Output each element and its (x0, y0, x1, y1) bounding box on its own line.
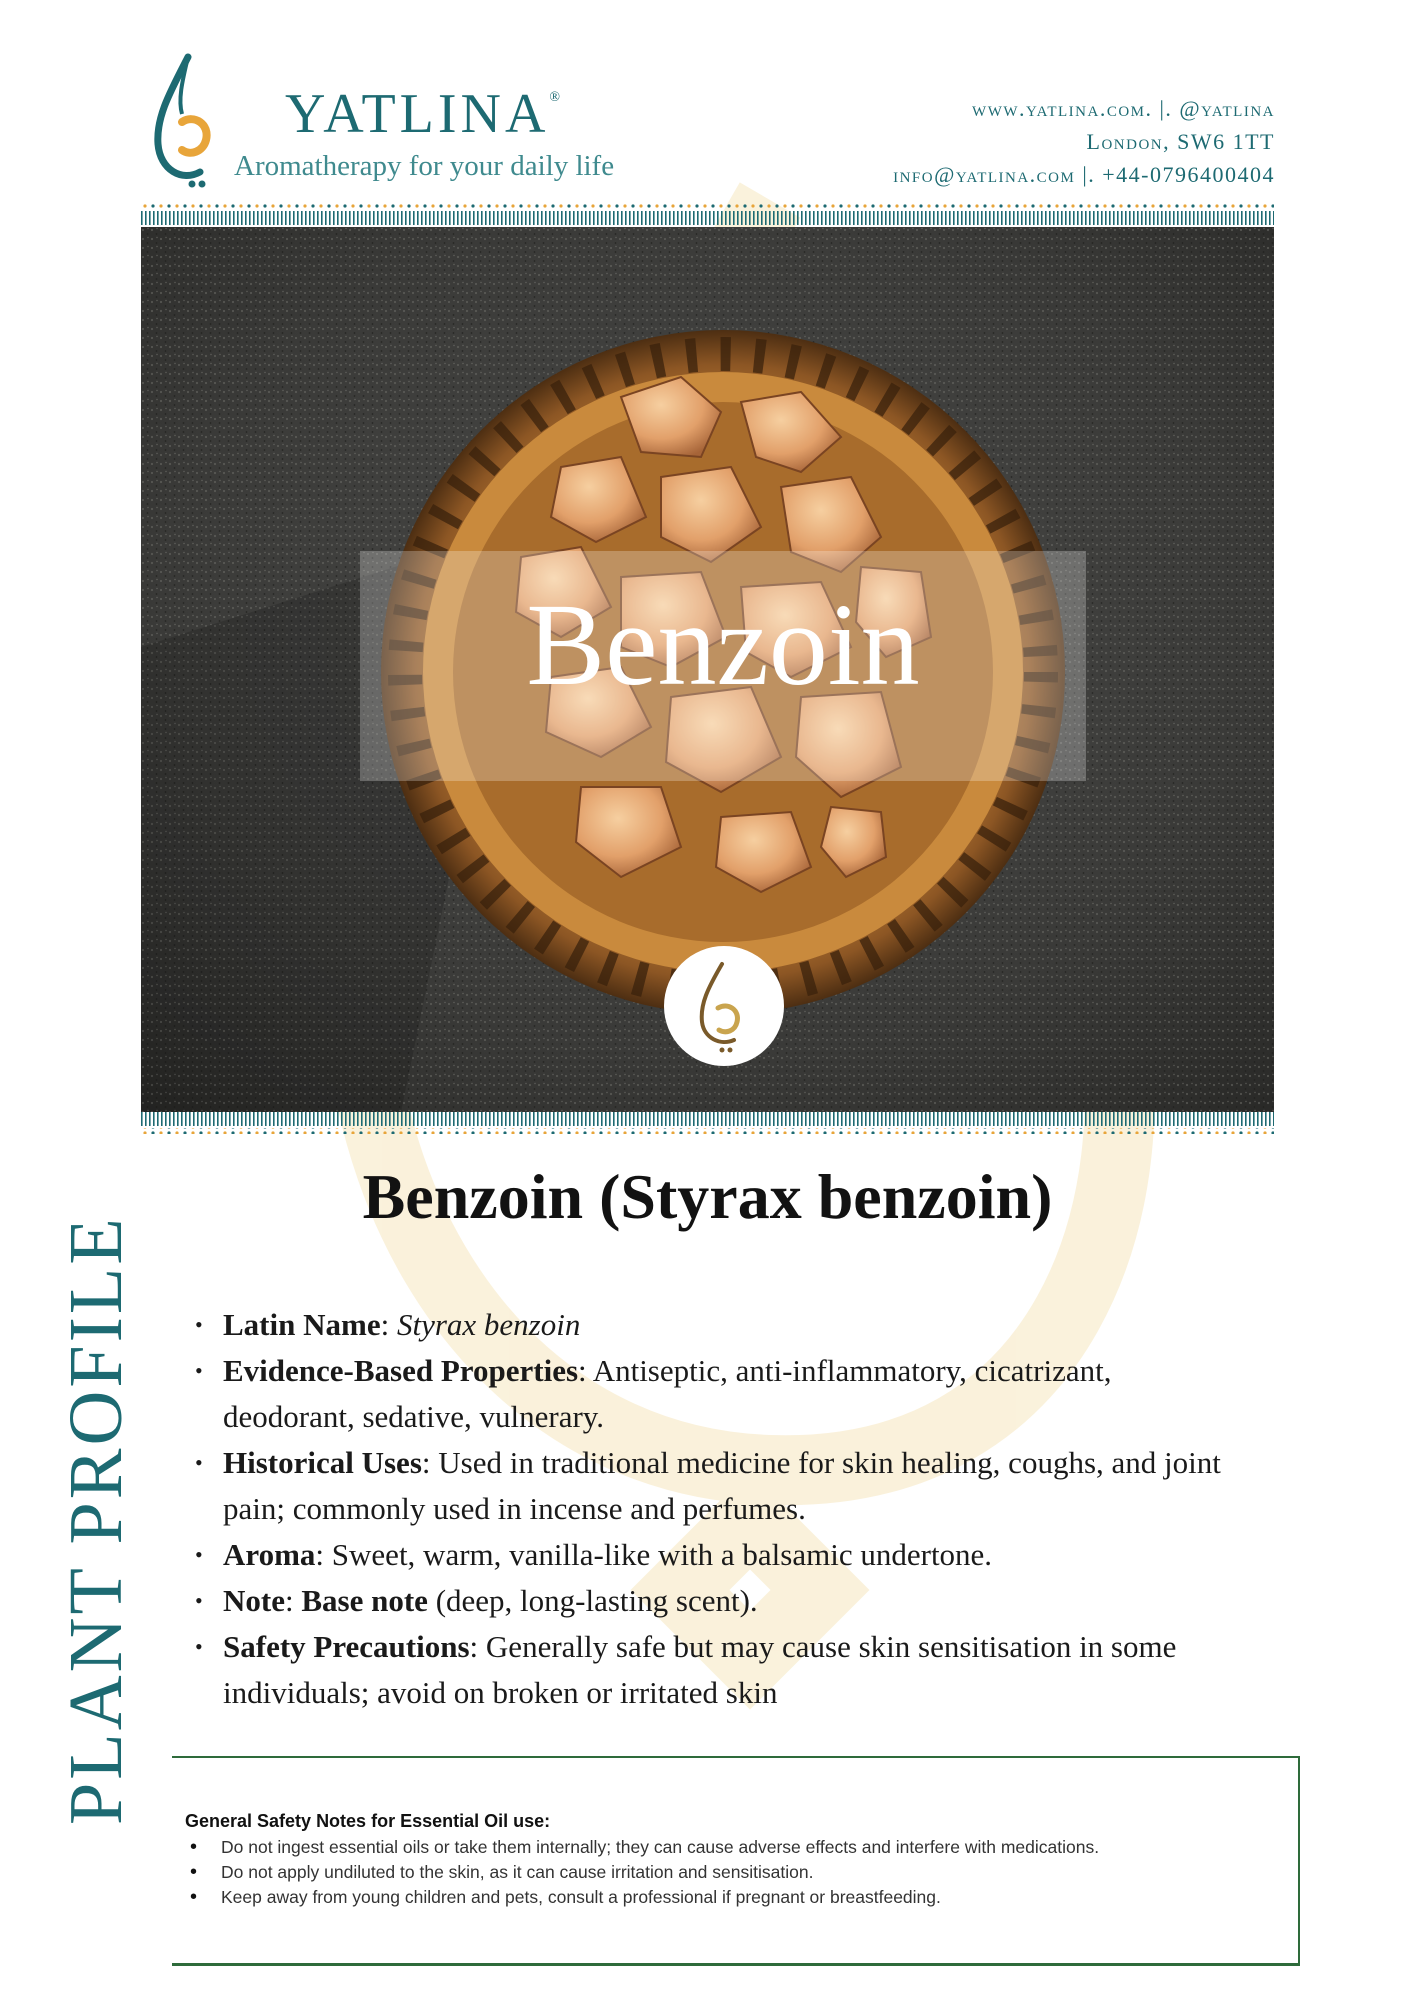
brand-name: YATLINA® (285, 83, 565, 145)
safety-note-item: • Do not ingest essential oils or take them internally; they can cause adverse effects and interfere with medications. (190, 1835, 1099, 1860)
list-item-historical-uses: • Historical Uses: Used in traditional medicine for skin healing, coughs, and joint pain; commonly used in incense and perfumes. (195, 1440, 1235, 1532)
page-title: Benzoin (Styrax benzoin) (362, 1161, 1053, 1232)
list-item-aroma: • Aroma: Sweet, warm, vanilla-like with a balsamic undertone. (195, 1532, 1235, 1578)
contact-web-social: www.yatlina.com. |. @yatlina (972, 96, 1275, 121)
contact-block (893, 92, 1275, 191)
profile-list (195, 1302, 1235, 1716)
brand-tagline: Aromatherapy for your daily life (234, 150, 615, 182)
contact-email-phone: info@yatlina.com |. +44-0796400404 (893, 162, 1275, 187)
hero-overlay-title: Benzoin (526, 579, 920, 710)
safety-notes-list (190, 1835, 1099, 1910)
decorative-border-top (141, 203, 1274, 225)
safety-notes-title: General Safety Notes for Essential Oil use: (185, 1811, 551, 1831)
yatlina-logo-icon (148, 52, 228, 192)
safety-note-item: • Do not apply undiluted to the skin, as it can cause irritation and sensitisation. (190, 1860, 1099, 1885)
list-item-latin-name: • Latin Name: Styrax benzoin (195, 1302, 1235, 1348)
decorative-border-bottom (141, 1112, 1274, 1134)
list-item-properties: • Evidence-Based Properties: Antiseptic, anti-inflammatory, cicatrizant, deodorant, sedative, vulnerary. (195, 1348, 1235, 1440)
list-item-note: • Note: Base note (deep, long-lasting scent). (195, 1578, 1235, 1624)
yatlina-drop-logo-icon (664, 946, 784, 1066)
hero-badge (664, 946, 784, 1066)
list-item-safety-precautions: • Safety Precautions: Generally safe but may cause skin sensitisation in some individuals; avoid on broken or irritated skin (195, 1624, 1235, 1716)
hero-image (141, 227, 1274, 1112)
contact-address: London, SW6 1TT (1086, 129, 1275, 154)
safety-note-item: • Keep away from young children and pets, consult a professional if pregnant or breastfeeding. (190, 1885, 1099, 1910)
side-label: PLANT PROFILE (54, 1215, 138, 1825)
